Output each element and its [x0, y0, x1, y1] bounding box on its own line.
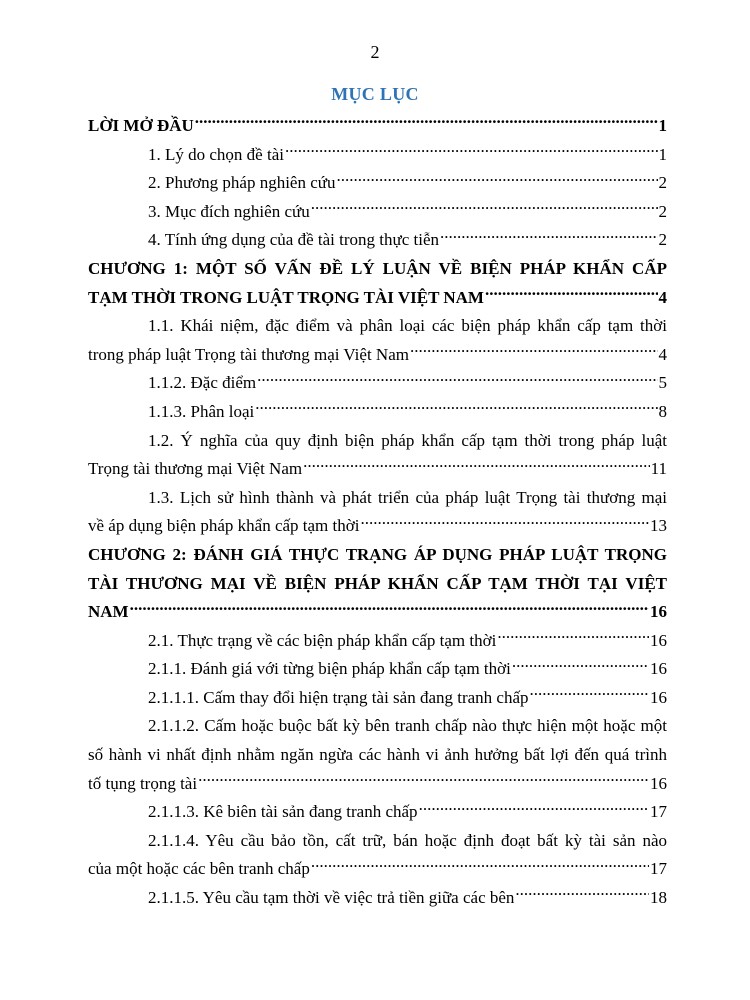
dot-leader: [311, 200, 658, 217]
toc-page-number: 8: [658, 401, 667, 421]
toc-entry[interactable]: [88, 627, 667, 656]
dot-leader: [311, 857, 649, 874]
toc-page-number: 2: [658, 230, 667, 250]
toc-entry[interactable]: [88, 226, 667, 255]
toc-page-number: 16: [650, 773, 667, 793]
toc-entry[interactable]: [88, 169, 667, 198]
dot-leader: [440, 228, 657, 245]
toc-entry-text-line: 1.2. Ý nghĩa của quy định biện pháp khẩn cấp tạm thời trong pháp luật: [148, 430, 667, 450]
toc-page-number: 11: [650, 459, 667, 479]
toc-page-number: 16: [650, 659, 667, 679]
toc-entry[interactable]: [88, 255, 667, 312]
toc-entry[interactable]: [88, 112, 667, 141]
toc-page-number: 4: [658, 287, 667, 307]
toc-entry[interactable]: [88, 198, 667, 227]
toc-entry-label: 2.1.1.5. Yêu cầu tạm thời về việc trả tiền giữa các bên: [148, 888, 515, 908]
toc-entry[interactable]: [88, 827, 667, 884]
toc-page-number: 1: [658, 116, 667, 135]
toc-entry-label: 2.1.1. Đánh giá với từng biện pháp khẩn cấp tạm thời: [148, 659, 511, 679]
toc-entry-label: 2.1. Thực trạng về các biện pháp khẩn cấp tạm thời: [148, 630, 497, 650]
dot-leader: [255, 400, 657, 417]
toc-entry-text-line: 1.1. Khái niệm, đặc điểm và phân loại các biện pháp khẩn cấp tạm thời: [148, 316, 667, 336]
toc-entry-label: 1.1.3. Phân loại: [148, 401, 255, 421]
toc-entry[interactable]: [88, 798, 667, 827]
toc-entry-label: của một hoặc các bên tranh chấp: [88, 859, 310, 879]
toc-page-number: 4: [658, 344, 667, 364]
dot-leader: [303, 457, 650, 474]
toc-entry[interactable]: [88, 884, 667, 913]
dot-leader: [336, 171, 657, 188]
dot-leader: [515, 886, 649, 903]
toc-page-number: 17: [650, 859, 667, 879]
dot-leader: [257, 371, 657, 388]
toc-entry-label: NAM: [88, 602, 129, 622]
toc-entry-label: tố tụng trọng tài: [88, 773, 198, 793]
dot-leader: [130, 600, 649, 617]
toc-entry-label: trong pháp luật Trọng tài thương mại Việt Nam: [88, 344, 409, 364]
dot-leader: [512, 657, 649, 674]
dot-leader: [285, 143, 658, 160]
toc-entry[interactable]: [88, 684, 667, 713]
table-of-contents: [88, 112, 667, 913]
toc-entry-text-line: 2.1.1.4. Yêu cầu bảo tồn, cất trữ, bán hoặc định đoạt bất kỳ tài sản nào: [148, 830, 667, 850]
dot-leader: [410, 343, 658, 360]
dot-leader: [195, 114, 658, 131]
toc-entry-label: TẠM THỜI TRONG LUẬT TRỌNG TÀI VIỆT NAM: [88, 287, 484, 307]
toc-entry[interactable]: [88, 398, 667, 427]
toc-entry-text-line: số hành vi nhất định nhằm ngăn ngừa các hành vi ảnh hưởng bất lợi đến quá trình: [88, 745, 667, 765]
page-number: 2: [370, 42, 380, 62]
toc-entry-label: LỜI MỞ ĐẦU: [88, 116, 194, 135]
dot-leader: [360, 514, 649, 531]
toc-entry[interactable]: [88, 655, 667, 684]
toc-page-number: 16: [650, 687, 667, 707]
toc-entry-label: Trọng tài thương mại Việt Nam: [88, 459, 303, 479]
dot-leader: [497, 629, 649, 646]
toc-entry-text-line: TÀI THƯƠNG MẠI VỀ BIỆN PHÁP KHẨN CẤP TẠM THỜI TẠI VIỆT: [88, 573, 667, 593]
toc-page-number: 18: [650, 888, 667, 908]
toc-entry-label: 1.1.2. Đặc điểm: [148, 373, 257, 393]
toc-entry[interactable]: [88, 541, 667, 627]
toc-page-number: 5: [658, 373, 667, 393]
toc-entry[interactable]: [88, 484, 667, 541]
toc-entry-label: 2.1.1.1. Cấm thay đổi hiện trạng tài sản đang tranh chấp: [148, 687, 529, 707]
toc-entry-text-line: CHƯƠNG 2: ĐÁNH GIÁ THỰC TRẠNG ÁP DỤNG PHÁP LUẬT TRỌNG: [88, 544, 667, 564]
toc-entry-text-line: 1.3. Lịch sử hình thành và phát triển của pháp luật Trọng tài thương mại: [148, 487, 667, 507]
toc-entry-text-line: CHƯƠNG 1: MỘT SỐ VẤN ĐỀ LÝ LUẬN VỀ BIỆN PHÁP KHẨN CẤP: [88, 258, 667, 278]
toc-entry-label: về áp dụng biện pháp khẩn cấp tạm thời: [88, 516, 360, 536]
toc-entry[interactable]: [88, 712, 667, 798]
toc-entry-label: 4. Tính ứng dụng của đề tài trong thực tiễn: [148, 230, 440, 250]
toc-page-number: 2: [658, 201, 667, 221]
toc-entry[interactable]: [88, 141, 667, 170]
toc-page-number: 16: [650, 630, 667, 650]
toc-entry-label: 2. Phương pháp nghiên cứu: [148, 173, 336, 193]
toc-page-number: 2: [658, 173, 667, 193]
toc-page-number: 17: [650, 802, 667, 822]
dot-leader: [530, 686, 649, 703]
dot-leader: [419, 800, 649, 817]
toc-entry[interactable]: [88, 312, 667, 369]
toc-page-number: 13: [650, 516, 667, 536]
dot-leader: [198, 772, 649, 789]
toc-entry-label: 2.1.1.3. Kê biên tài sản đang tranh chấp: [148, 802, 418, 822]
toc-entry-label: 1. Lý do chọn đề tài: [148, 144, 284, 164]
dot-leader: [485, 286, 658, 303]
toc-page-number: 1: [658, 144, 667, 164]
toc-entry[interactable]: [88, 427, 667, 484]
toc-entry[interactable]: [88, 369, 667, 398]
toc-entry-text-line: 2.1.1.2. Cấm hoặc buộc bất kỳ bên tranh chấp nào thực hiện một hoặc một: [148, 716, 667, 736]
toc-title: MỤC LỤC: [331, 84, 419, 104]
toc-entry-label: 3. Mục đích nghiên cứu: [148, 201, 310, 221]
toc-page-number: 16: [650, 602, 667, 622]
